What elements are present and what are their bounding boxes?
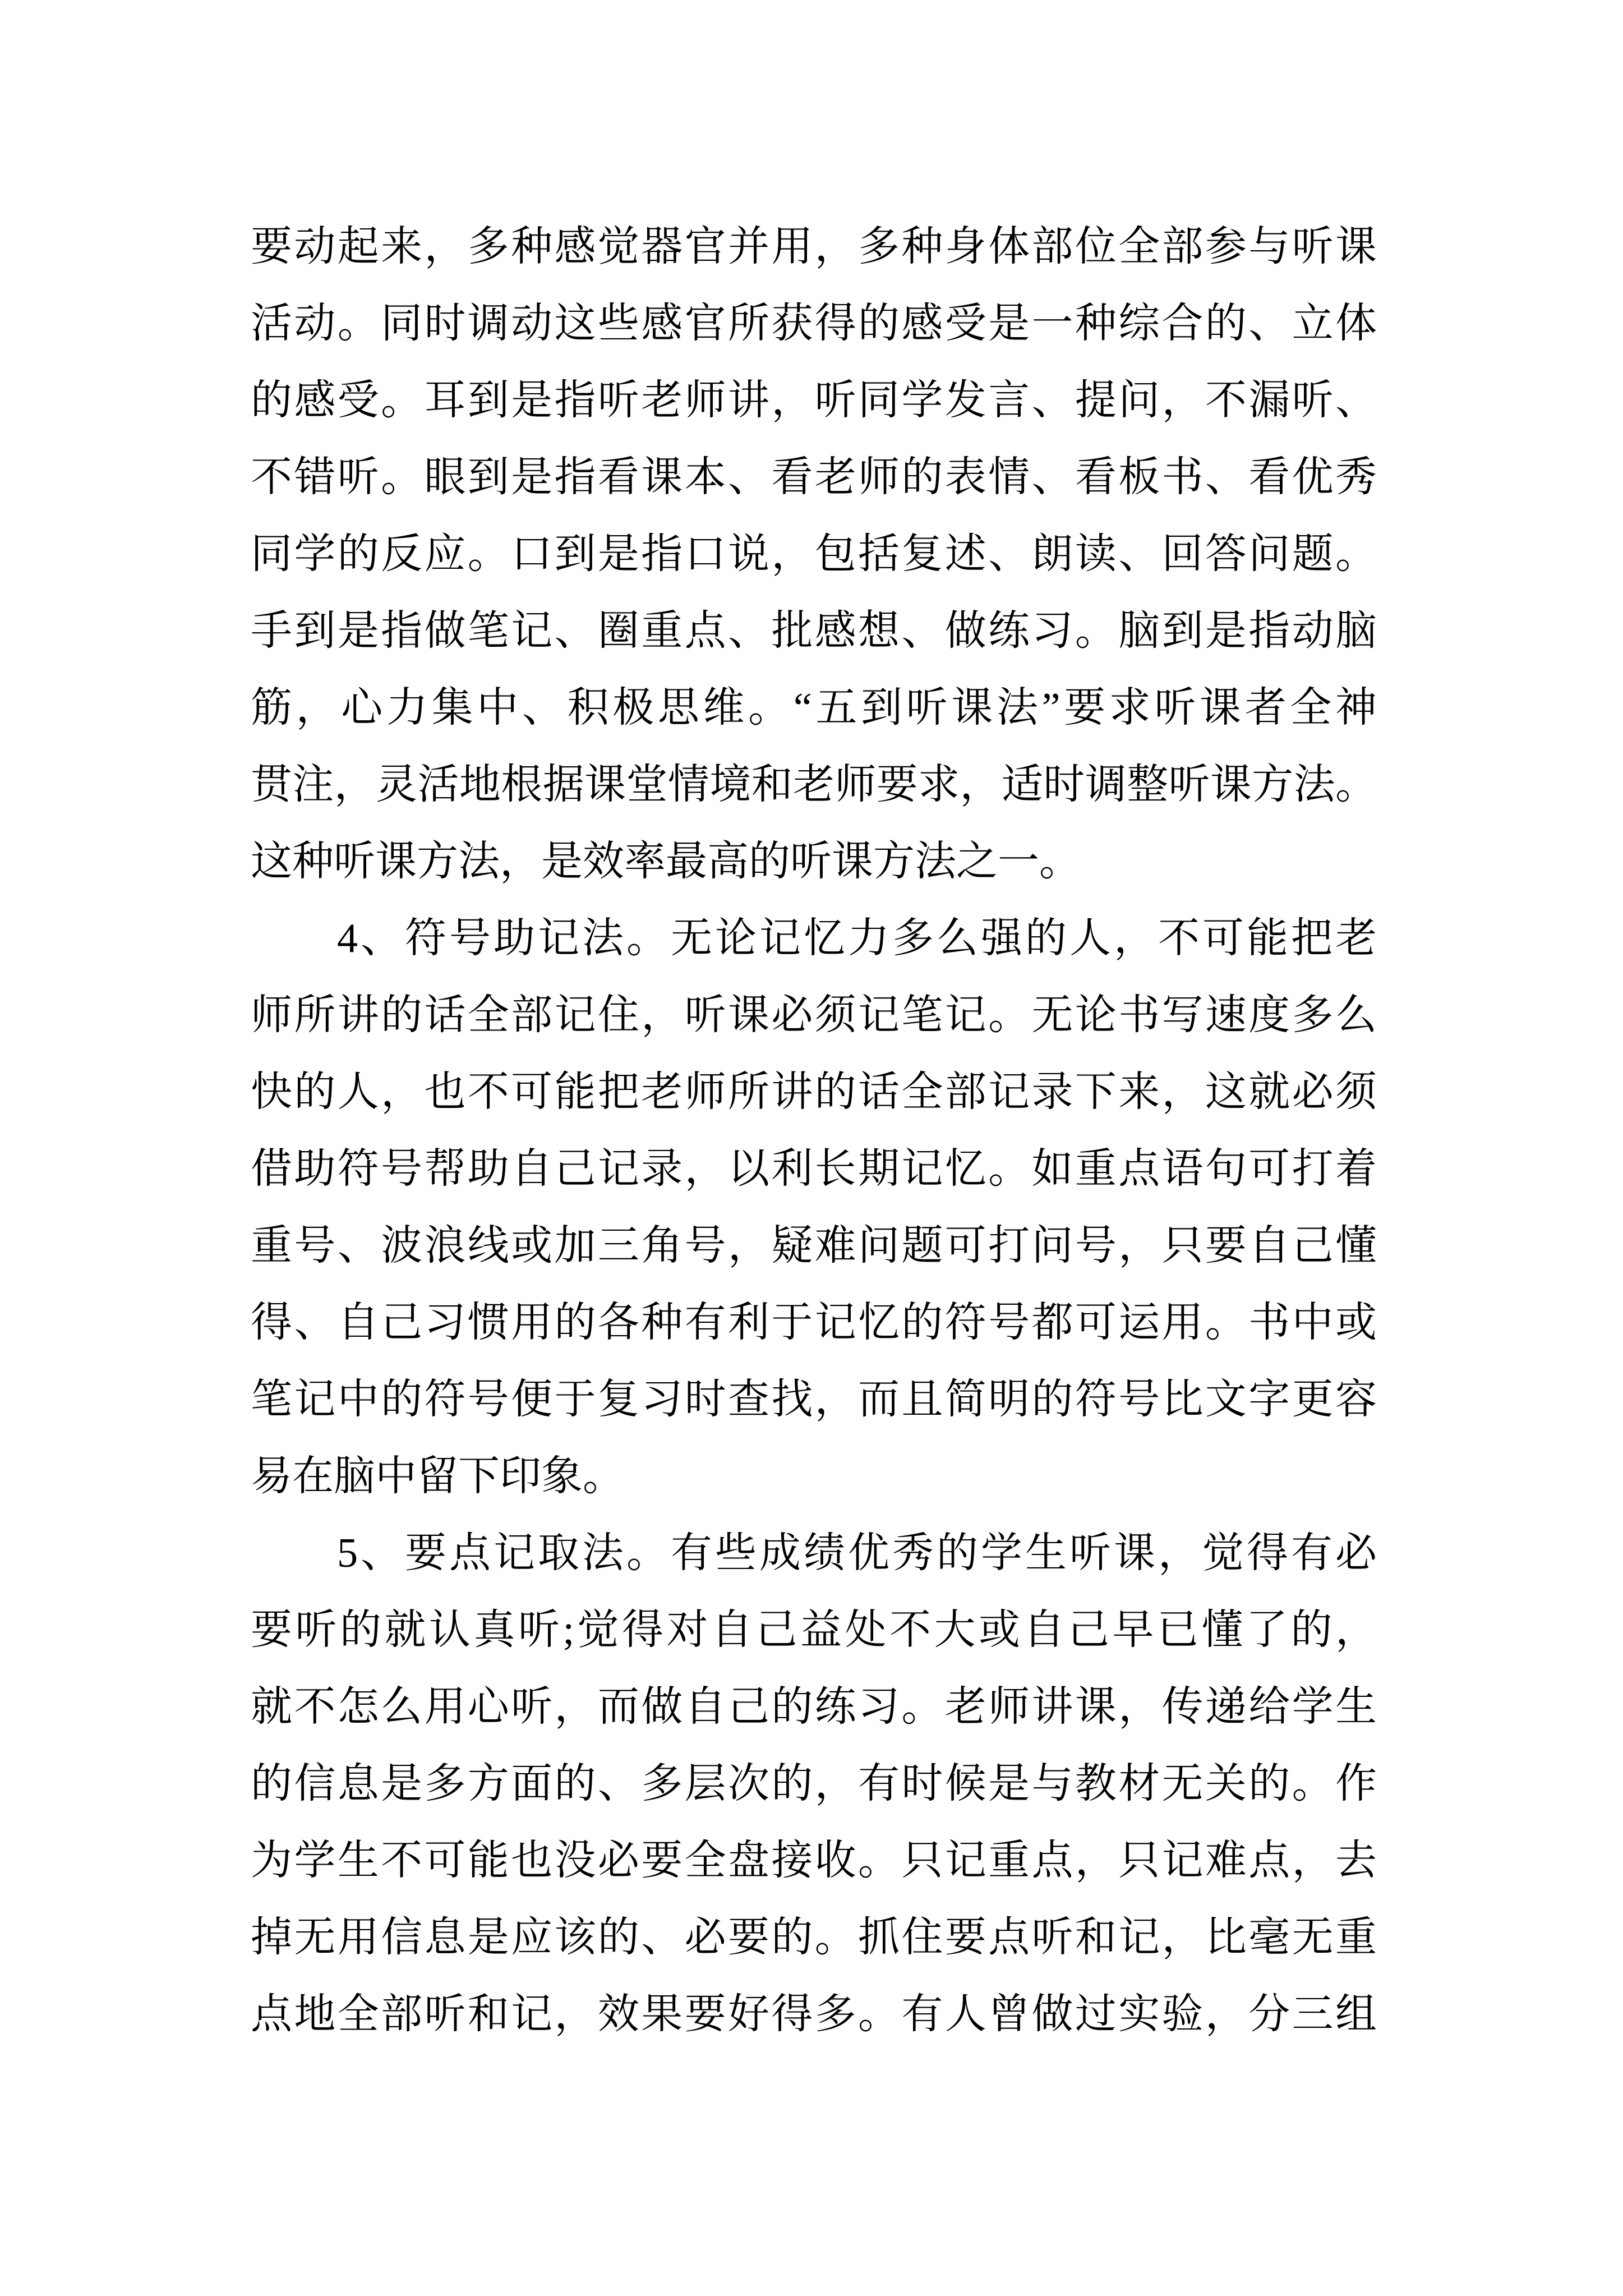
text-line: 要动起来，多种感觉器官并用，多种身体部位全部参与听课 [251, 224, 1377, 270]
text-line: 点地全部听和记，效果要好得多。有人曾做过实验，分三组 [251, 1991, 1377, 2037]
text-line: 笔记中的符号便于复习时查找，而且简明的符号比文字更容 [251, 1377, 1377, 1423]
text-line: 贯注，灵活地根据课堂情境和老师要求，适时调整听课方法。 [251, 762, 1377, 808]
text-line: 师所讲的话全部记住，听课必须记笔记。无论书写速度多么 [251, 992, 1377, 1038]
text-line: 就不怎么用心听，而做自己的练习。老师讲课，传递给学生 [251, 1684, 1377, 1730]
text-line: 重号、波浪线或加三角号，疑难问题可打问号，只要自己懂 [251, 1223, 1377, 1269]
text-line: 得、自己习惯用的各种有利于记忆的符号都可运用。书中或 [251, 1300, 1377, 1346]
text-line: 的感受。耳到是指听老师讲，听同学发言、提问，不漏听、 [251, 378, 1377, 424]
document-body [251, 209, 1377, 2053]
text-line: 借助符号帮助自己记录，以利长期记忆。如重点语句可打着 [251, 1146, 1377, 1192]
text-line: 筋，心力集中、积极思维。“五到听课法”要求听课者全神 [251, 685, 1377, 731]
text-line: 为学生不可能也没必要全盘接收。只记重点，只记难点，去 [251, 1838, 1377, 1884]
text-line: 这种听课方法，是效率最高的听课方法之一。 [251, 839, 1081, 885]
text-line: 4、符号助记法。无论记忆力多么强的人，不可能把老 [337, 915, 1377, 961]
text-line: 快的人，也不可能把老师所讲的话全部记录下来，这就必须 [251, 1069, 1377, 1115]
text-line: 同学的反应。口到是指口说，包括复述、朗读、回答问题。 [251, 531, 1377, 577]
text-line: 的信息是多方面的、多层次的，有时候是与教材无关的。作 [251, 1761, 1377, 1807]
text-line: 手到是指做笔记、圈重点、批感想、做练习。脑到是指动脑 [251, 608, 1377, 654]
text-line: 不错听。眼到是指看课本、看老师的表情、看板书、看优秀 [251, 454, 1377, 500]
text-line: 易在脑中留下印象。 [251, 1453, 624, 1499]
text-line: 5、要点记取法。有些成绩优秀的学生听课，觉得有必 [337, 1530, 1377, 1576]
text-line: 掉无用信息是应该的、必要的。抓住要点听和记，比毫无重 [251, 1915, 1377, 1961]
text-line: 要听的就认真听;觉得对自己益处不大或自己早已懂了的， [251, 1607, 1377, 1653]
text-line: 活动。同时调动这些感官所获得的感受是一种综合的、立体 [251, 301, 1377, 347]
